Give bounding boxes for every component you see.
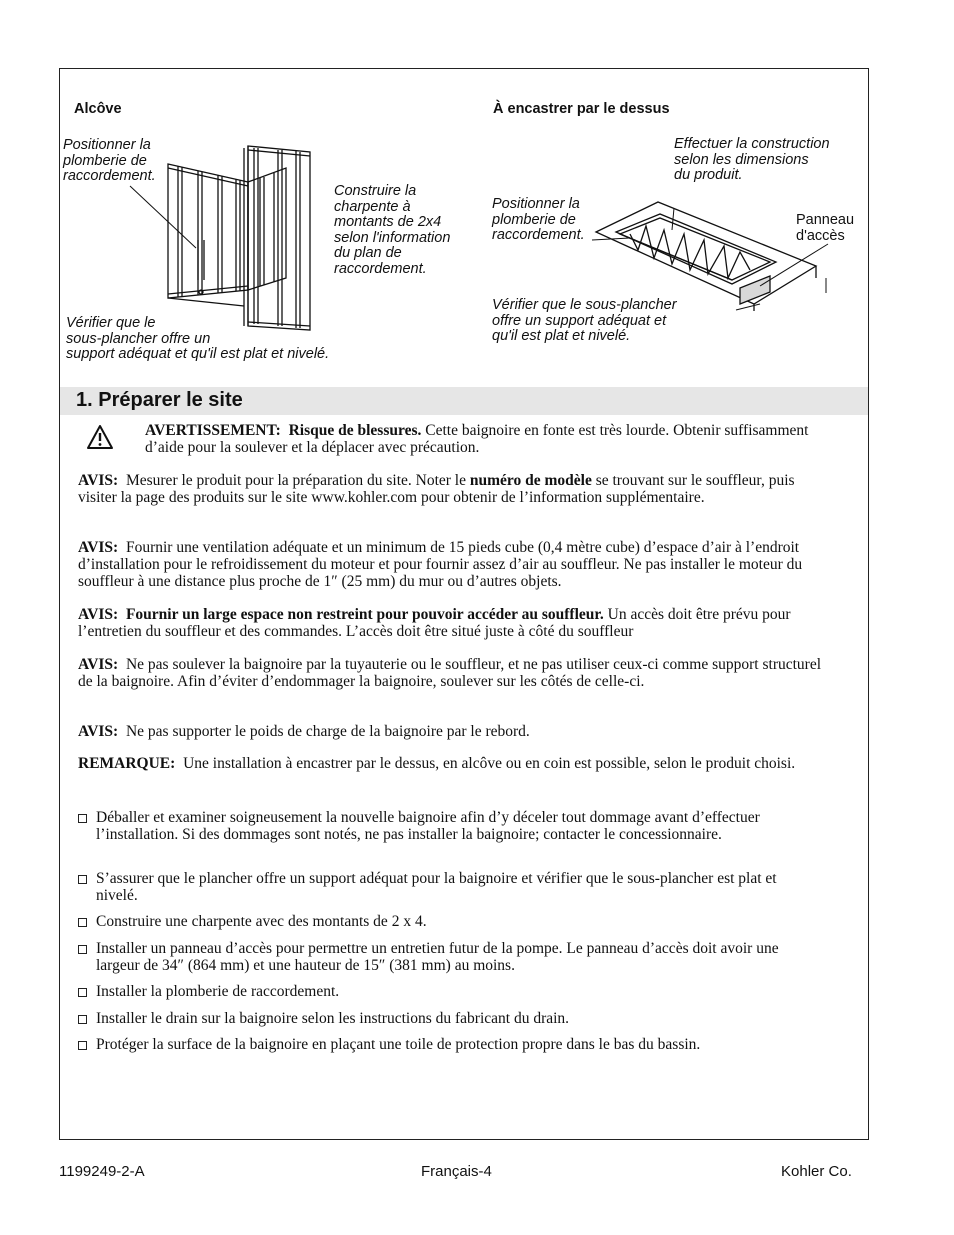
checkbox-icon <box>78 988 87 997</box>
list-item-text: Installer la plomberie de raccordement. <box>96 983 340 1000</box>
notice-text: Fournir une ventilation adéquate et un minimum de 15 pieds cube (0,4 mètre cube) d’espace d’air à l’endroit d’installation pour le refroidissement du moteur et pour fournir assez d’air au souffleur. Ne pas installer le moteur du souffleur à une distance plus proche de 1″ (25 mm) du mur ou d’autres objets. <box>78 539 803 590</box>
notice-label: AVIS: <box>78 539 119 556</box>
list-item <box>78 870 818 904</box>
notice-label: AVIS: <box>78 723 119 740</box>
checkbox-icon <box>78 1041 87 1050</box>
notice-text: Ne pas soulever la baignoire par la tuyauterie ou le souffleur, et ne pas utiliser ceux-ci comme support structurel de la baignoire. Afin d’éviter d’endommager la baignoire, soulever sur les côtés de celle-ci. <box>78 656 822 690</box>
notice-label: AVIS: <box>78 656 119 673</box>
list-item-text: Installer un panneau d’accès pour permettre un entretien futur de la pompe. Le panneau d’accès doit avoir une largeur de 34″ (864 mm) et une hauteur de 15″ (381 mm) au moins. <box>96 940 779 974</box>
dropin-plumbing-caption: Positionner la plomberie de raccordement. <box>492 196 585 243</box>
alcove-framing-caption: Construire la charpente à montants de 2x4 selon l'information du plan de raccordement. <box>334 183 451 277</box>
notice-3 <box>78 606 834 640</box>
warning-text <box>145 422 835 456</box>
checkbox-icon <box>78 814 87 823</box>
dropin-access-caption: Panneau d'accès <box>796 212 855 244</box>
list-item <box>78 913 818 930</box>
notice-2 <box>78 539 834 590</box>
section-title: 1. Préparer le site <box>76 389 243 411</box>
list-item <box>78 983 818 1000</box>
warning-label: AVERTISSEMENT: <box>145 422 281 439</box>
section-header <box>60 387 868 415</box>
notice-bold: numéro de modèle <box>469 472 592 489</box>
footer-company: Kohler Co. <box>781 1163 852 1180</box>
list-item-text: S’assurer que le plancher offre un support adéquat pour la baignoire et vérifier que le sous-plancher est plat et nivelé. <box>96 870 777 904</box>
notice-5 <box>78 723 834 740</box>
warning-body: Cette baignoire en fonte est très lourde. Obtenir suffisamment d’aide pour la soulever et la déplacer avec précaution. <box>145 422 809 456</box>
checkbox-icon <box>78 1015 87 1024</box>
notice-label: AVIS: <box>78 472 119 489</box>
footer-doc-number: 1199249-2-A <box>59 1163 145 1180</box>
list-item-text: Installer le drain sur la baignoire selon les instructions du fabricant du drain. <box>96 1010 570 1027</box>
notice-text: Un accès doit être prévu pour l’entretien du souffleur et des commandes. L’accès doit être situé juste à côté du souffleur <box>78 606 791 640</box>
checkbox-icon <box>78 918 87 927</box>
checkbox-icon <box>78 875 87 884</box>
warning-icon <box>86 424 114 450</box>
alcove-subfloor-caption: Vérifier que le sous-plancher offre un support adéquat et qu'il est plat et nivelé. <box>66 315 330 362</box>
alcove-framing-illustration <box>120 130 335 345</box>
notice-1 <box>78 472 834 506</box>
notice-label: AVIS: <box>78 606 119 623</box>
notice-4 <box>78 656 834 690</box>
notice-text: Ne pas supporter le poids de charge de la baignoire par le rebord. <box>125 723 530 740</box>
notice-bold: Fournir un large espace non restreint pour pouvoir accéder au souffleur. <box>125 606 604 623</box>
remark <box>78 755 834 772</box>
list-item <box>78 1010 818 1027</box>
list-item <box>78 1036 818 1053</box>
alcove-title: Alcôve <box>74 101 122 117</box>
warning-risk: Risque de blessures. <box>288 422 422 439</box>
dropin-construction-caption: Effectuer la construction selon les dimensions du produit. <box>674 136 830 183</box>
dropin-subfloor-caption: Vérifier que le sous-plancher offre un support adéquat et qu'il est plat et nivelé. <box>492 297 677 344</box>
remark-text: Une installation à encastrer par le dessus, en alcôve ou en coin est possible, selon le produit choisi. <box>183 755 796 772</box>
notice-text: Mesurer le produit pour la préparation du site. Noter le <box>125 472 466 489</box>
list-item <box>78 809 818 843</box>
dropin-framing-illustration <box>590 178 840 313</box>
list-item-text: Construire une charpente avec des montants de 2 x 4. <box>96 913 427 930</box>
list-item-text: Déballer et examiner soigneusement la nouvelle baignoire afin d’y déceler tout dommage avant d’effectuer l’installation. Si des dommages sont notés, ne pas installer la baignoire; contacter le concessionnaire. <box>96 809 760 843</box>
alcove-plumbing-caption: Positionner la plomberie de raccordement. <box>63 137 156 184</box>
remark-label: REMARQUE: <box>78 755 176 772</box>
dropin-title: À encastrer par le dessus <box>493 101 670 117</box>
list-item <box>78 940 818 974</box>
list-item-text: Protéger la surface de la baignoire en plaçant une toile de protection propre dans le bas du bassin. <box>96 1036 701 1053</box>
checkbox-icon <box>78 945 87 954</box>
notice-text: se trouvant sur le souffleur, puis visiter la page des produits sur le site www.kohler.com pour obtenir de l’information supplémentaire. <box>78 472 795 506</box>
footer-page-number: Français-4 <box>421 1163 492 1180</box>
